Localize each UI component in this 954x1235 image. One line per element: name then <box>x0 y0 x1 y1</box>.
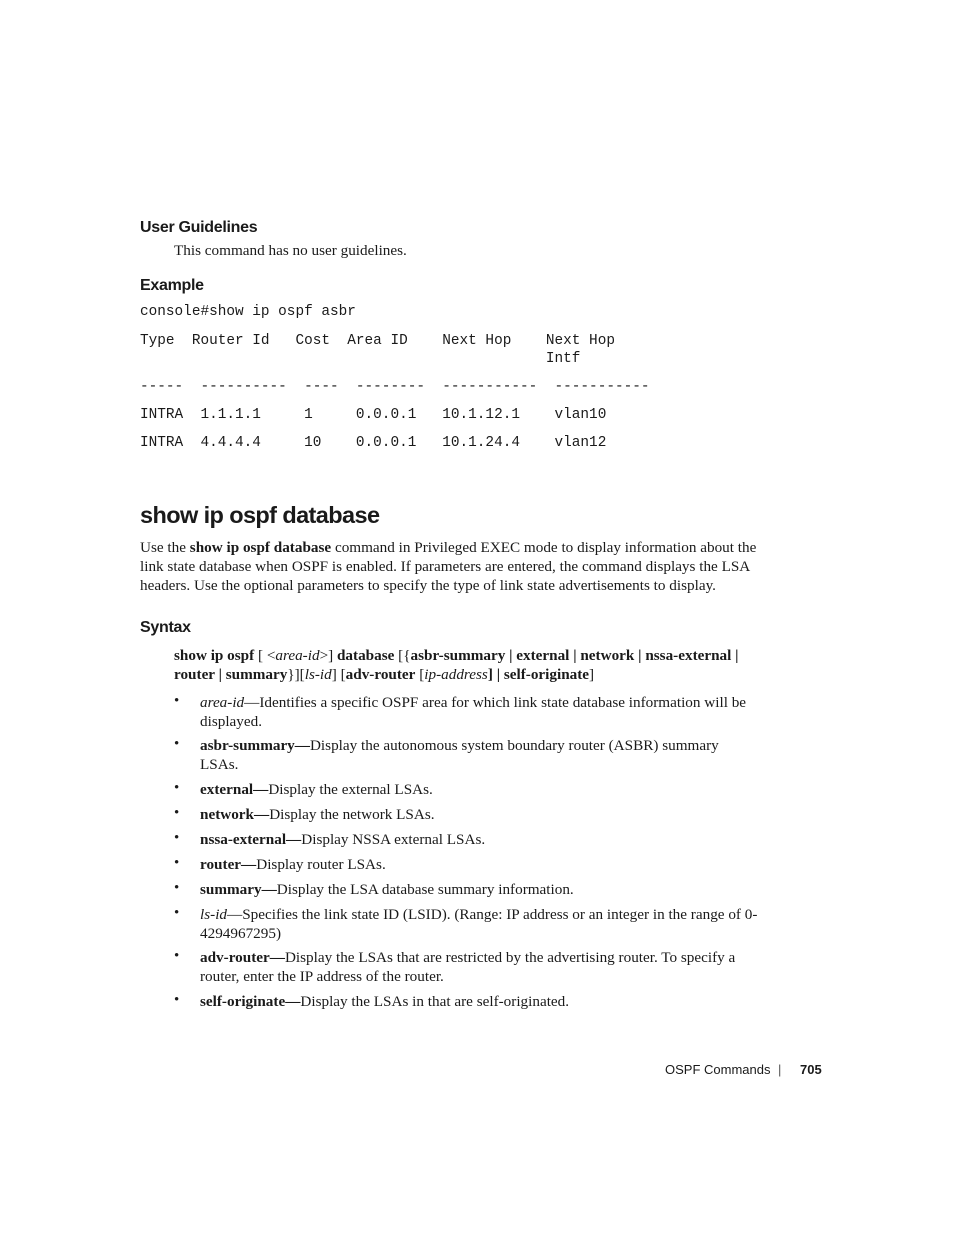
syntax-punct: ] <box>589 666 595 683</box>
footer-chapter: OSPF Commands <box>665 1062 771 1077</box>
intro-command: show ip ospf database <box>189 539 332 556</box>
example-command: console#show ip ospf asbr <box>140 304 356 320</box>
example-header-line1: Type Router Id Cost Area ID Next Hop Next Hop <box>140 333 615 349</box>
bullet: • <box>174 830 180 846</box>
bullet: • <box>174 805 180 821</box>
syntax-kw: show ip ospf <box>174 647 255 664</box>
param-desc: —Identifies a specific OSPF area for which link state database information will be displayed. <box>200 694 747 730</box>
bullet: • <box>174 780 180 796</box>
syntax-punct: ] [ <box>331 666 346 683</box>
example-separator: ----- ---------- ---- -------- ----------- ----------- <box>140 379 650 395</box>
syntax-punct: [ <box>415 666 425 683</box>
param-term: nssa-external— <box>200 831 302 848</box>
syntax-arg: ls-id <box>304 666 332 683</box>
param-ls-id <box>200 905 760 943</box>
section-intro <box>140 538 760 595</box>
syntax-punct: [ < <box>254 647 276 664</box>
param-desc: Display the LSAs that are restricted by the advertising router. To specify a router, enter the IP address of the router. <box>200 949 736 985</box>
syntax-punct: ] | <box>487 666 504 683</box>
param-term: router— <box>200 856 257 873</box>
section-title: show ip ospf database <box>140 502 380 528</box>
param-term: ls-id <box>200 906 228 923</box>
param-desc: Display NSSA external LSAs. <box>301 831 486 848</box>
param-summary <box>200 880 760 899</box>
param-term: area-id <box>200 694 245 711</box>
intro-after: command in Privileged EXEC mode to display information about the link state database when OSPF is enabled. If parameters are entered, the command displays the LSA headers. Use the optional parameters to specify the type of link state advertisements to display. <box>140 539 757 594</box>
bullet: • <box>174 855 180 871</box>
syntax-punct: | <box>569 647 581 664</box>
syntax-line1 <box>174 646 739 665</box>
bullet: • <box>174 948 180 964</box>
syntax-kw: router <box>174 666 215 683</box>
example-row: INTRA 4.4.4.4 10 0.0.0.1 10.1.24.4 vlan12 <box>140 435 607 451</box>
syntax-kw: external <box>516 647 570 664</box>
param-nssa-external <box>200 830 760 849</box>
syntax-punct: | <box>634 647 646 664</box>
param-desc: Display the LSA database summary information. <box>276 881 574 898</box>
footer-separator: | <box>778 1062 782 1077</box>
param-desc: Display the external LSAs. <box>268 781 433 798</box>
syntax-arg: ip-address <box>424 666 488 683</box>
syntax-kw: self-originate <box>503 666 590 683</box>
syntax-punct: >] <box>319 647 337 664</box>
syntax-kw: asbr-summary <box>410 647 506 664</box>
syntax-kw: summary <box>225 666 288 683</box>
param-router <box>200 855 760 874</box>
param-area-id <box>200 693 760 731</box>
syntax-punct: | <box>505 647 517 664</box>
param-asbr-summary <box>200 736 760 774</box>
param-term: network— <box>200 806 270 823</box>
param-term: self-originate— <box>200 993 301 1010</box>
syntax-arg: area-id <box>275 647 320 664</box>
bullet: • <box>174 905 180 921</box>
example-heading: Example <box>140 277 204 294</box>
syntax-kw: nssa-external <box>645 647 732 664</box>
example-row: INTRA 1.1.1.1 1 0.0.0.1 10.1.12.1 vlan10 <box>140 407 607 423</box>
bullet: • <box>174 880 180 896</box>
user-guidelines-heading: User Guidelines <box>140 219 258 236</box>
param-self-originate <box>200 992 760 1011</box>
param-term: asbr-summary— <box>200 737 310 754</box>
param-term: summary— <box>200 881 277 898</box>
param-desc: Display the network LSAs. <box>269 806 435 823</box>
syntax-punct: }][ <box>287 666 305 683</box>
param-desc: Display router LSAs. <box>256 856 386 873</box>
page-number: 705 <box>800 1062 822 1077</box>
param-term: adv-router— <box>200 949 285 966</box>
param-desc: Display the autonomous system boundary router (ASBR) summary LSAs. <box>200 737 719 773</box>
param-term: external— <box>200 781 269 798</box>
syntax-punct: [{ <box>394 647 411 664</box>
bullet: • <box>174 736 180 752</box>
param-adv-router <box>200 948 760 986</box>
syntax-kw: database <box>336 647 395 664</box>
param-desc: Display the LSAs in that are self-originated. <box>300 993 570 1010</box>
user-guidelines-text: This command has no user guidelines. <box>174 242 407 259</box>
syntax-punct: | <box>731 647 739 664</box>
syntax-punct: | <box>214 666 226 683</box>
syntax-kw: network <box>580 647 635 664</box>
syntax-kw: adv-router <box>345 666 416 683</box>
syntax-heading: Syntax <box>140 619 191 636</box>
bullet: • <box>174 992 180 1008</box>
param-network <box>200 805 760 824</box>
intro-before: Use the <box>140 539 190 556</box>
bullet: • <box>174 693 180 709</box>
example-header-line2: Intf <box>140 351 581 367</box>
param-desc: —Specifies the link state ID (LSID). (Range: IP address or an integer in the range of 0-4294967295) <box>200 906 758 942</box>
syntax-line2 <box>174 665 594 684</box>
param-external <box>200 780 760 799</box>
